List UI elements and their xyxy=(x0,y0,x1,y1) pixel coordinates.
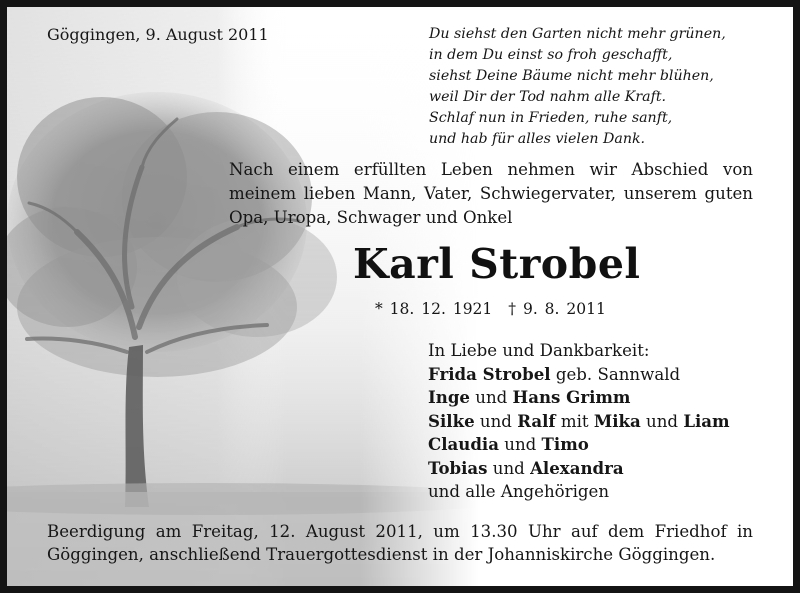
mourner-name: Ralf xyxy=(517,410,556,431)
mourner-name: Mika xyxy=(593,410,641,431)
deceased-name: Karl Strobel xyxy=(353,240,641,288)
funeral-line: Beerdigung am Freitag, 12. August 2011, um 13.30 Uhr auf dem Friedhof in xyxy=(47,522,753,541)
mourner-name: Frida Strobel xyxy=(428,363,551,384)
mourner-name: Tobias xyxy=(428,457,488,478)
mourner-line xyxy=(428,457,730,481)
mourner-name: Hans Grimm xyxy=(512,387,631,407)
farewell-intro xyxy=(229,158,753,230)
mourner-line xyxy=(428,363,730,387)
poem-line: in dem Du einst so froh geschafft, xyxy=(429,47,673,63)
mourner-name: Timo xyxy=(541,434,589,454)
intro-line: meinem lieben Mann, Vater, Schwiegervater, unserem guten xyxy=(229,184,753,203)
mourner-line xyxy=(428,433,730,457)
conjunction: mit xyxy=(555,411,594,431)
mourners-list xyxy=(428,339,730,504)
death-date: † 9. 8. 2011 xyxy=(508,300,606,318)
life-dates xyxy=(375,300,606,318)
place-and-date: Göggingen, 9. August 2011 xyxy=(47,25,269,44)
mourner-line xyxy=(428,386,730,410)
mourners-heading: In Liebe und Dankbarkeit: xyxy=(428,341,650,360)
funeral-line: Göggingen, anschließend Trauergottesdienst in der Johanniskirche Göggingen. xyxy=(47,545,716,564)
mourner-name: Inge xyxy=(428,387,470,407)
poem-line: weil Dir der Tod nahm alle Kraft. xyxy=(429,89,667,105)
memorial-poem xyxy=(429,24,726,150)
conjunction: und xyxy=(640,411,684,431)
intro-line: Nach einem erfüllten Leben nehmen wir Abschied von xyxy=(229,160,753,179)
poem-line: und hab für alles vielen Dank. xyxy=(429,131,646,147)
poem-line: Schlaf nun in Frieden, ruhe sanft, xyxy=(429,110,673,126)
poem-line: siehst Deine Bäume nicht mehr blühen, xyxy=(429,68,714,84)
mourner-name: Liam xyxy=(683,410,730,431)
conjunction: und xyxy=(487,458,531,478)
conjunction: und xyxy=(474,411,518,431)
mourner-name: Claudia xyxy=(428,434,499,454)
poem-line: Du siehst den Garten nicht mehr grünen, xyxy=(429,26,726,42)
mourner-name: Silke xyxy=(428,410,475,431)
funeral-details xyxy=(47,520,753,566)
mourner-line xyxy=(428,410,730,434)
birth-date: * 18. 12. 1921 xyxy=(375,300,493,318)
conjunction: und xyxy=(470,388,513,407)
mourner-name: Alexandra xyxy=(530,457,624,478)
mourners-closing: und alle Angehörigen xyxy=(428,482,610,501)
maiden-name: geb. Sannwald xyxy=(550,364,681,384)
conjunction: und xyxy=(499,435,542,454)
intro-line: Opa, Uropa, Schwager und Onkel xyxy=(229,208,513,227)
